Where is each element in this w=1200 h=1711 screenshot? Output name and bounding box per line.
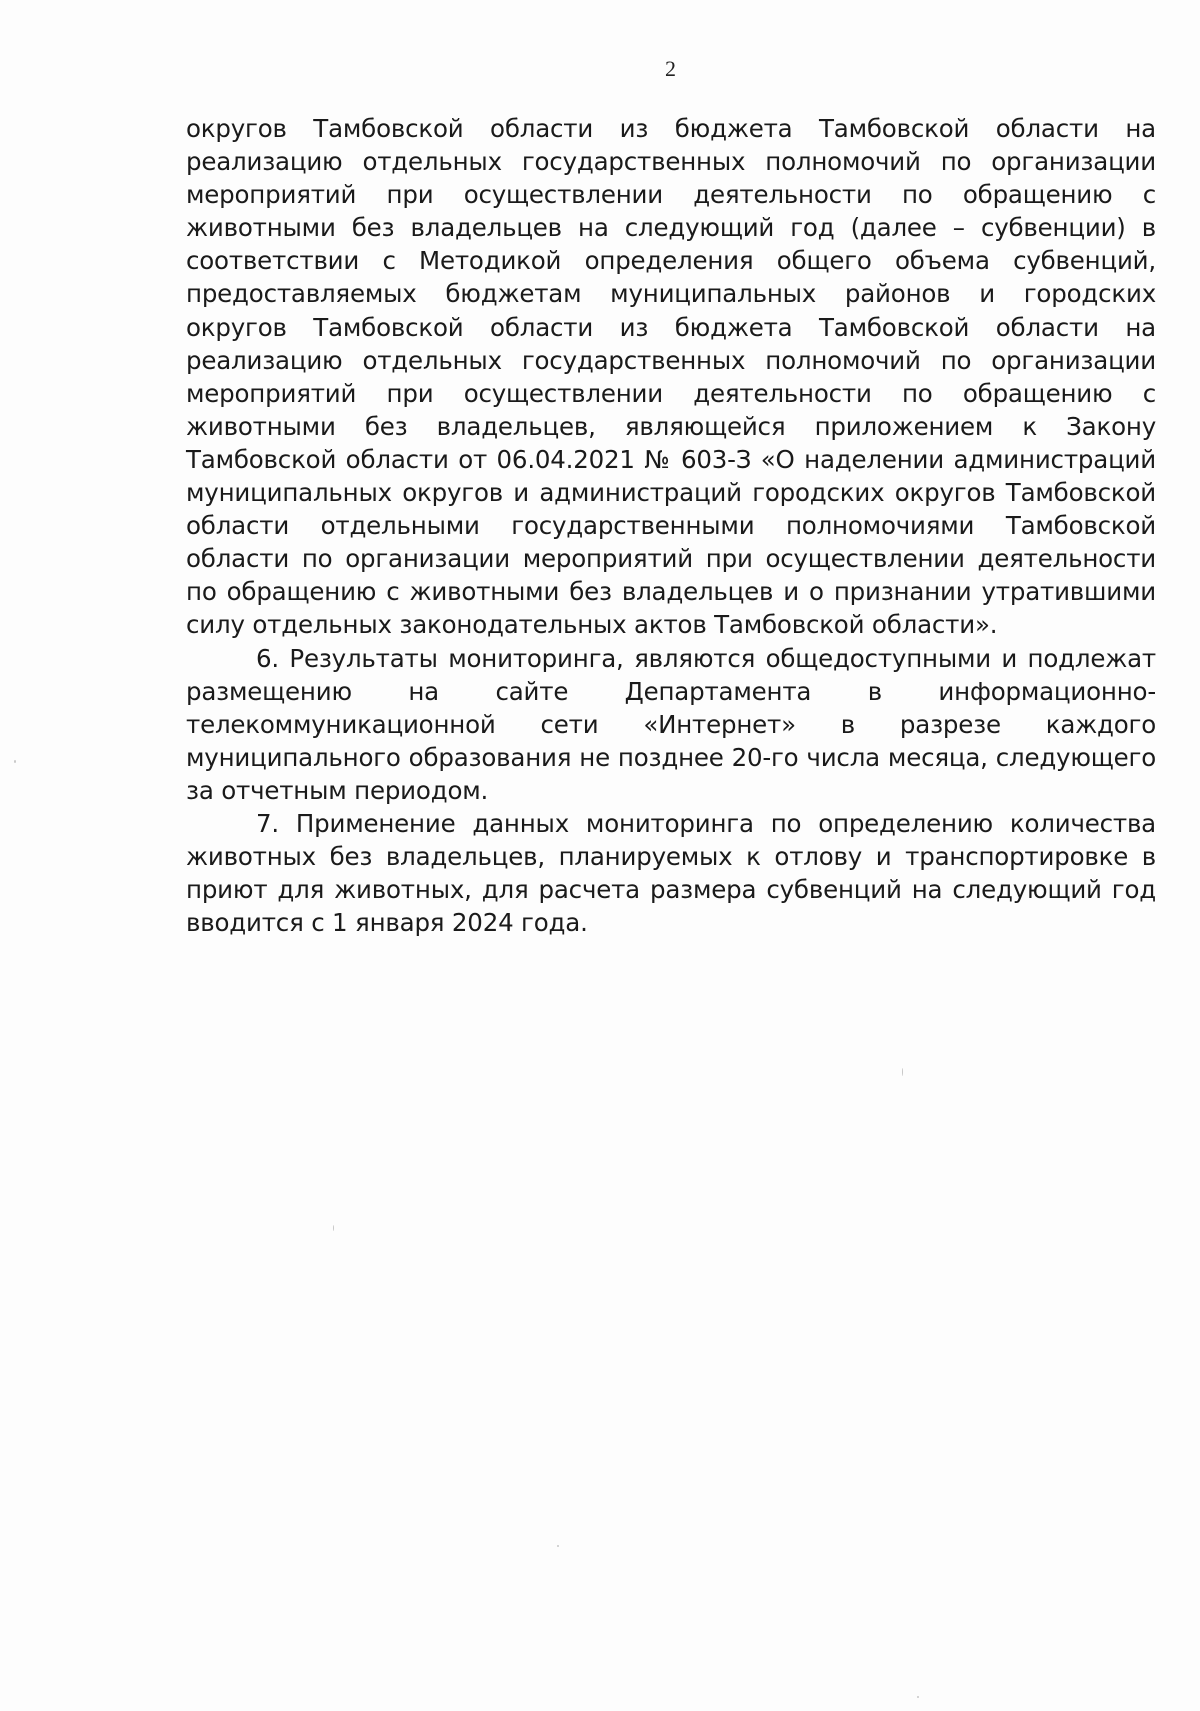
paragraph-item-6: 6. Результаты мониторинга, являются общедоступными и подлежат размещению на сайте Департамента в информационно-телекоммуникационной сети «Интернет» в разрезе каждого муниципального образования не позднее 20-го числа месяца, следующего за отчетным периодом. xyxy=(186,643,1156,805)
scan-speck xyxy=(333,1225,334,1231)
page-number: 2 xyxy=(665,56,676,81)
paragraph-continuation: округов Тамбовской области из бюджета Тамбовской области на реализацию отдельных государственных полномочий по организации мероприятий при осуществлении деятельности по обращению с животными без владельцев на следующий год (далее – субвенции) в соответствии с Методикой определения общего объема субвенций, предоставляемых бюджетам муниципальных районов и городских округов Тамбовской области из бюджета Тамбовской области на реализацию отдельных государственных полномочий по организации мероприятий при осуществлении деятельности по обращению с животными без владельцев, являющейся приложением к Закону Тамбовской области от 06.04.2021 № 603-З «О наделении администраций муниципальных округов и администраций городских округов Тамбовской области отдельными государственными полномочиями Тамбовской области по организации мероприятий при осуществлении деятельности по обращению с животными без владельцев и о признании утратившими силу отдельных законодательных актов Тамбовской области». xyxy=(186,114,1156,640)
document-body xyxy=(186,112,1156,939)
scan-speck xyxy=(557,1545,559,1547)
scan-speck xyxy=(902,1068,903,1076)
scan-speck xyxy=(917,1696,919,1698)
paragraph-item-7: 7. Применение данных мониторинга по определению количества животных без владельцев, планируемых к отлову и транспортировке в приют для животных, для расчета размера субвенций на следующий год вводится с 1 января 2024 года. xyxy=(186,808,1156,938)
scan-speck xyxy=(14,760,16,763)
